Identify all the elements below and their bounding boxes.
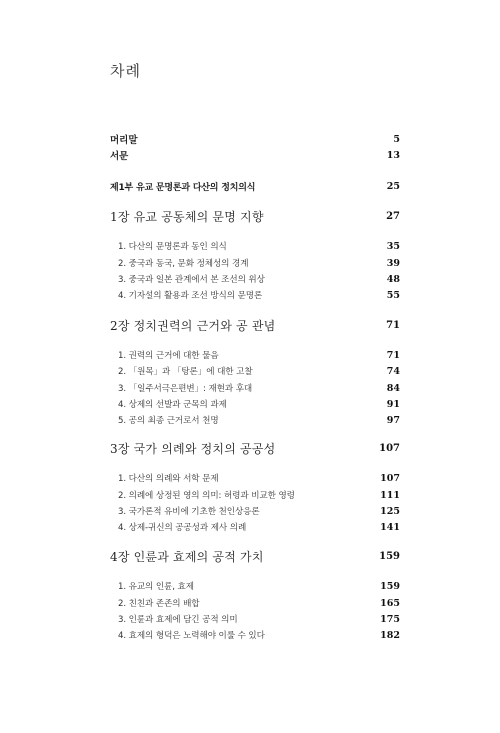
- toc-entry-section[interactable]: [118, 255, 400, 271]
- entry-label: 제1부 유교 문명론과 다산의 정치의식: [110, 182, 256, 193]
- entry-label: 1. 권력의 근거에 대한 물음: [118, 351, 219, 361]
- entry-page: 141: [380, 521, 400, 533]
- entry-page: 74: [386, 365, 400, 377]
- entry-page: 159: [380, 580, 400, 592]
- toc-entry-section[interactable]: [118, 412, 400, 428]
- toc-entry-preface[interactable]: [110, 131, 400, 147]
- toc-entry-chapter-2[interactable]: [110, 317, 400, 333]
- entry-label: 2장 정치권력의 근거와 공 관념: [110, 318, 276, 333]
- toc-entry-section[interactable]: [118, 503, 400, 519]
- toc-entry-section[interactable]: [118, 519, 400, 535]
- entry-page: 27: [386, 210, 400, 222]
- entry-label: 4장 인륜과 효제의 공적 가치: [110, 549, 264, 564]
- toc-entry-section[interactable]: [118, 470, 400, 486]
- entry-label: 1. 다산의 문명론과 동인 의식: [118, 242, 227, 252]
- entry-label: 3. 인륜과 효제에 담긴 공적 의미: [118, 615, 238, 625]
- toc-entry-section[interactable]: [118, 396, 400, 412]
- toc-entry-chapter-3[interactable]: [110, 440, 400, 456]
- entry-page: 84: [386, 382, 400, 394]
- entry-page: 107: [380, 472, 400, 484]
- entry-label: 서문: [110, 151, 129, 162]
- entry-page: 55: [386, 289, 400, 301]
- entry-label: 4. 효제의 형덕은 노력해야 이룰 수 있다: [118, 631, 265, 641]
- entry-page: 97: [386, 414, 400, 426]
- toc-entry-section[interactable]: [118, 595, 400, 611]
- toc-entry-section[interactable]: [118, 238, 400, 254]
- entry-label: 1. 다산의 의례와 서학 문제: [118, 474, 219, 484]
- entry-page: 13: [386, 149, 400, 161]
- entry-label: 4. 상제-귀신의 공공성과 제사 의례: [118, 523, 247, 533]
- entry-label: 2. 「원목」과 「탕론」에 대한 고찰: [118, 367, 253, 377]
- toc-entry-introduction[interactable]: [110, 147, 400, 163]
- entry-label: 5. 공의 최종 근거로서 천명: [118, 416, 219, 426]
- entry-page: 175: [380, 613, 400, 625]
- toc-entry-section[interactable]: [118, 611, 400, 627]
- entry-page: 35: [386, 240, 400, 252]
- entry-page: 125: [380, 505, 400, 517]
- entry-page: 48: [386, 273, 400, 285]
- entry-label: 머리말: [110, 135, 138, 146]
- entry-label: 2. 의례에 상정된 영의 의미: 허령과 비교한 영령: [118, 491, 295, 501]
- entry-page: 182: [380, 629, 400, 641]
- entry-label: 3. 「일주서극은편변」: 재현과 후대: [118, 384, 253, 394]
- entry-label: 2. 친친과 존존의 배합: [118, 599, 200, 609]
- toc-entry-section[interactable]: [118, 347, 400, 363]
- entry-label: 4. 상제의 선발과 군목의 과제: [118, 400, 227, 410]
- entry-page: 111: [380, 489, 400, 501]
- entry-page: 165: [380, 597, 400, 609]
- entry-label: 1. 유교의 인륜, 효제: [118, 582, 194, 592]
- entry-page: 71: [386, 349, 400, 361]
- toc-entry-section[interactable]: [118, 380, 400, 396]
- toc-entry-section[interactable]: [118, 287, 400, 303]
- toc-entry-part-1[interactable]: [110, 178, 400, 194]
- entry-label: 4. 기자설의 활용과 조선 방식의 문명론: [118, 291, 263, 301]
- entry-label: 2. 중국과 동국, 문화 정체성의 경계: [118, 259, 249, 269]
- entry-page: 159: [379, 550, 400, 562]
- toc-entry-section[interactable]: [118, 271, 400, 287]
- entry-label: 3. 중국과 일본 관계에서 본 조선의 위상: [118, 275, 265, 285]
- toc-entry-chapter-1[interactable]: [110, 208, 400, 224]
- entry-page: 91: [386, 398, 400, 410]
- entry-page: 5: [393, 133, 400, 145]
- entry-label: 3장 국가 의례와 정치의 공공성: [110, 441, 276, 456]
- entry-page: 71: [386, 319, 400, 331]
- entry-page: 39: [386, 257, 400, 269]
- toc-entry-section[interactable]: [118, 487, 400, 503]
- toc-entry-chapter-4[interactable]: [110, 548, 400, 564]
- entry-label: 3. 국가론적 유비에 기초한 천인상응론: [118, 507, 260, 517]
- entry-label: 1장 유교 공동체의 문명 지향: [110, 209, 264, 224]
- toc-heading: 차례: [110, 62, 141, 80]
- toc-entry-section[interactable]: [118, 363, 400, 379]
- entry-page: 107: [379, 442, 400, 454]
- toc-entry-section[interactable]: [118, 578, 400, 594]
- toc-entry-section[interactable]: [118, 627, 400, 643]
- entry-page: 25: [386, 180, 400, 192]
